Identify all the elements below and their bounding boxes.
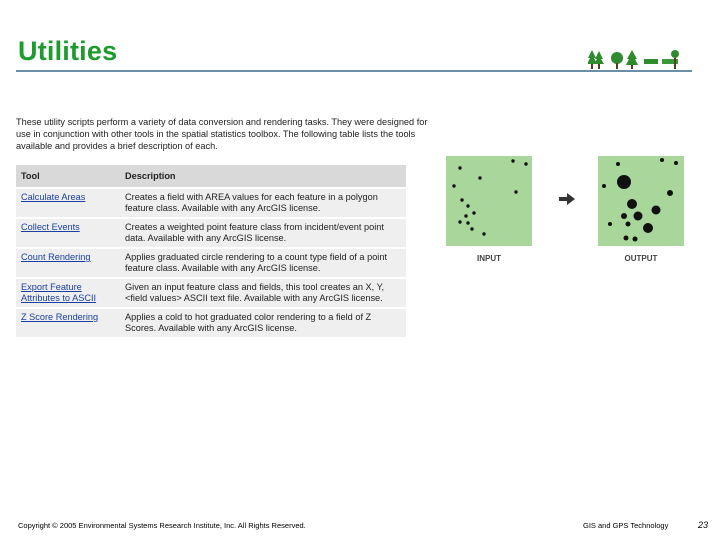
input-label: INPUT [477, 254, 501, 263]
arrow-right-icon [559, 193, 575, 205]
output-map-panel [598, 156, 684, 246]
tool-description: Given an input feature class and fields, this tool creates an X, Y, <field values> ASCII text file. Available with any ArcGIS license. [120, 279, 406, 307]
tool-description: Applies graduated circle rendering to a count type field of a point feature class. Available with any ArcGIS license. [120, 249, 406, 277]
course-name: GIS and GPS Technology [583, 521, 669, 530]
column-header-description: Description [120, 165, 406, 187]
tool-link-count-rendering[interactable]: Count Rendering [21, 252, 91, 262]
tool-link-collect-events[interactable]: Collect Events [21, 222, 80, 232]
title-divider [16, 70, 692, 72]
intro-paragraph: These utility scripts perform a variety of data conversion and rendering tasks. They were designed for use in conjunction with other tools in the spatial statistics toolbox. The following table lists the tools available and provides a brief description of each. [16, 117, 428, 151]
table-row [16, 219, 406, 247]
table-row [16, 249, 406, 277]
tool-description: Creates a field with AREA values for each feature in a polygon feature class. Available with any ArcGIS license. [120, 189, 406, 217]
output-label: OUTPUT [624, 254, 658, 263]
input-points-figure [446, 156, 532, 246]
table-row [16, 309, 406, 337]
tool-link-z-score-rendering[interactable]: Z Score Rendering [21, 312, 99, 322]
page-number: 23 [698, 520, 709, 530]
tool-link-calculate-areas[interactable]: Calculate Areas [21, 192, 86, 202]
input-map-panel [446, 156, 532, 246]
trees-logo-icon [588, 50, 684, 70]
tool-description: Creates a weighted point feature class from incident/event point data. Available with any ArcGIS license. [120, 219, 406, 247]
slide-title: Utilities [18, 36, 118, 66]
tool-description: Applies a cold to hot graduated color rendering to a field of Z Scores. Available with any ArcGIS license. [120, 309, 406, 337]
table-row [16, 279, 406, 307]
tool-link-export-feature-attributes[interactable]: Export Feature Attributes to ASCII [21, 282, 97, 303]
column-header-tool: Tool [16, 165, 120, 187]
table-row [16, 189, 406, 217]
output-circles-figure [598, 156, 684, 246]
tools-table [16, 163, 406, 339]
copyright-notice: Copyright © 2005 Environmental Systems Research Institute, Inc. All Rights Reserved. [18, 521, 306, 530]
